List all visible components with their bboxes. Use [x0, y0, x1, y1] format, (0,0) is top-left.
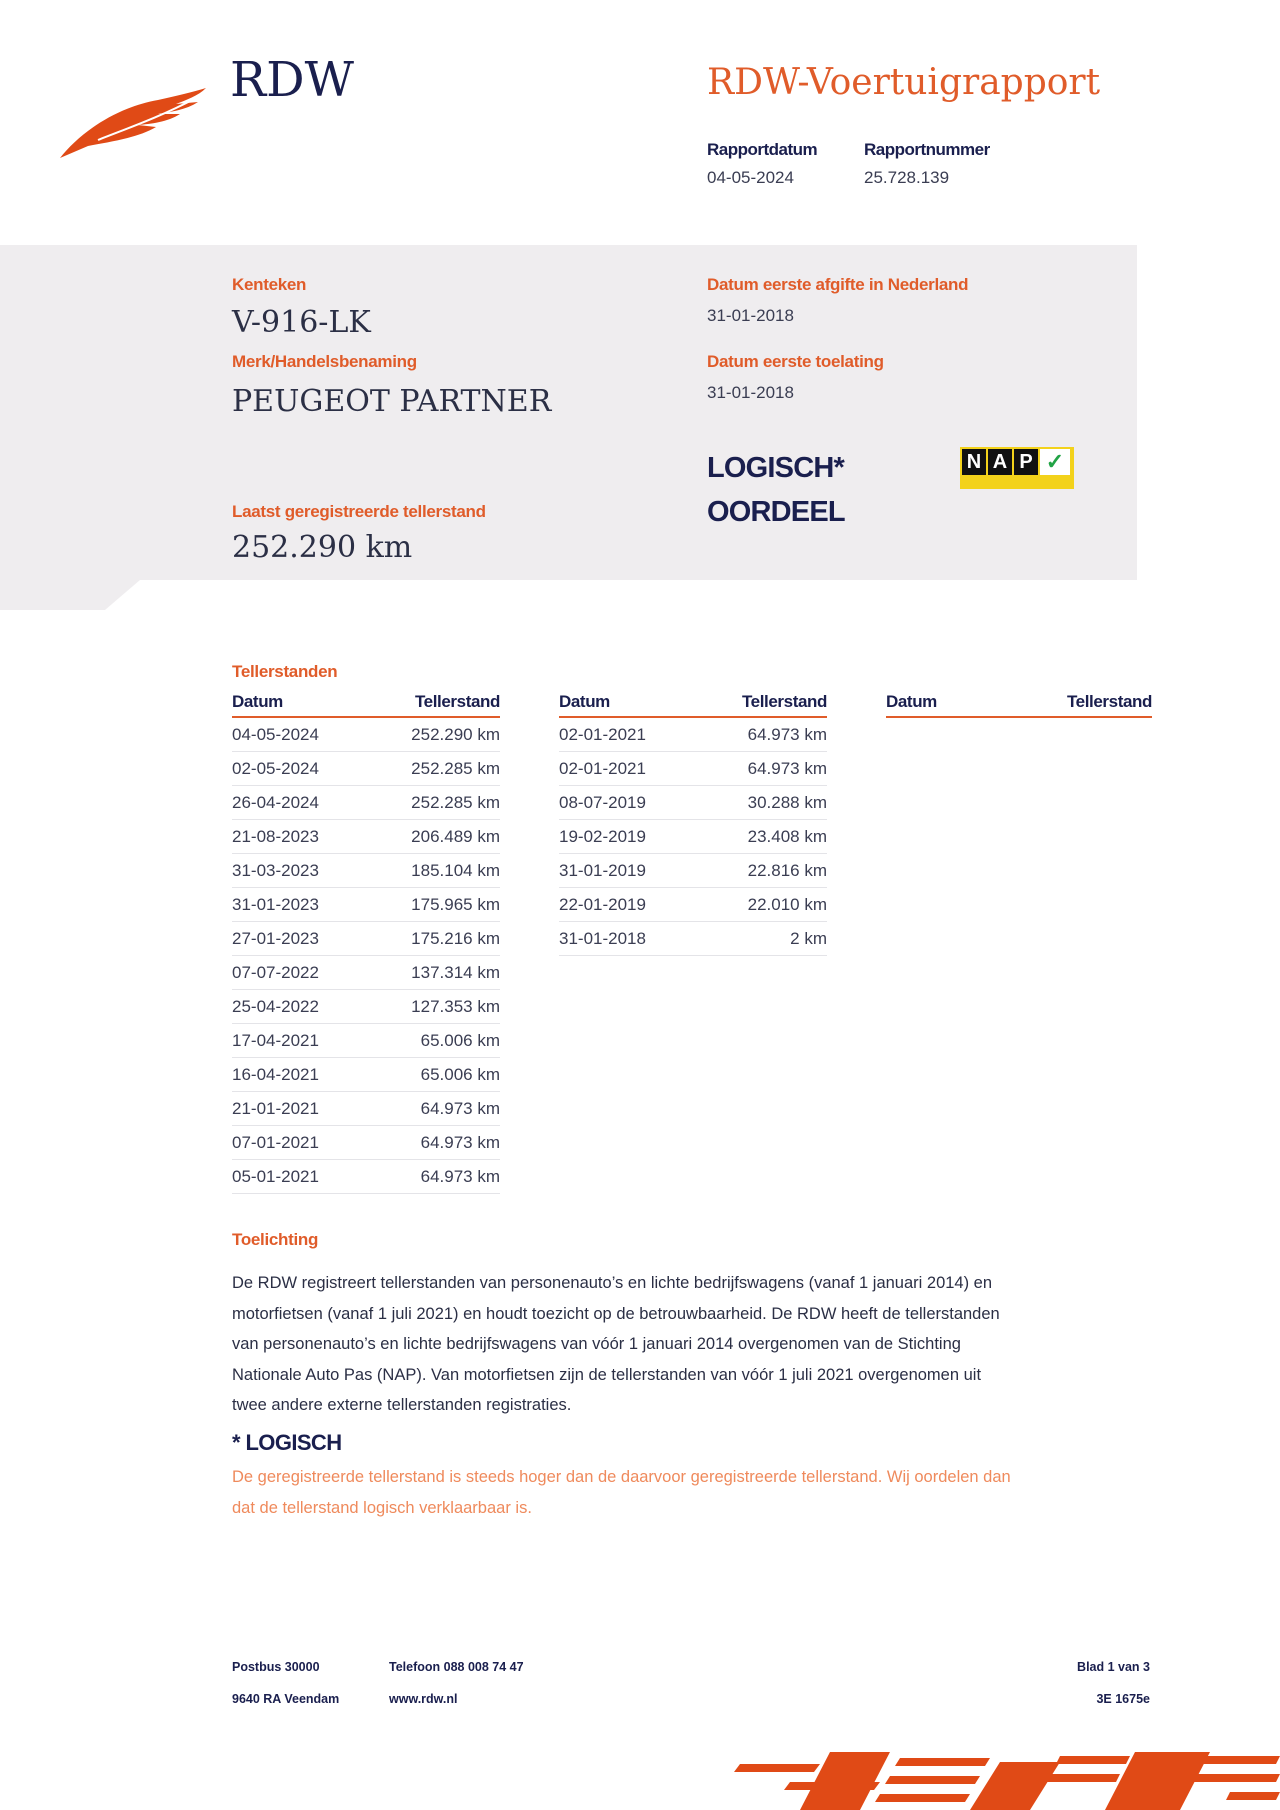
row-date: 21-08-2023 — [232, 820, 365, 854]
explanation-line: motorfietsen (vanaf 1 juli 2021) en houdt toezicht op de betrouwbaarheid. De RDW heeft de tellerstanden — [232, 1304, 1000, 1323]
odometer-section-title: Tellerstanden — [232, 662, 338, 681]
last-odometer-value: 252.290 km — [232, 530, 413, 565]
footer-web-link[interactable]: www.rdw.nl — [389, 1692, 458, 1706]
odometer-table-2 — [559, 692, 827, 956]
report-date-label: Rapportdatum — [707, 140, 818, 159]
vehicle-summary-panel — [0, 245, 1137, 580]
col-value-header: Tellerstand — [365, 692, 500, 717]
row-odometer-value: 2 km — [694, 922, 827, 956]
table-row — [232, 1092, 500, 1126]
first-issue-nl-label: Datum eerste afgifte in Nederland — [707, 275, 969, 294]
first-admission-label: Datum eerste toelating — [707, 352, 884, 371]
table-row — [232, 717, 500, 752]
first-admission-value: 31-01-2018 — [707, 383, 794, 402]
row-odometer-value: 175.216 km — [365, 922, 500, 956]
table-row — [559, 888, 827, 922]
explanation-line: De RDW registreert tellerstanden van personenauto’s en lichte bedrijfswagens (vanaf 1 januari 2014) en — [232, 1274, 993, 1292]
table-row — [559, 922, 827, 956]
table-row — [232, 956, 500, 990]
table-row — [232, 820, 500, 854]
brand-name: RDW — [230, 52, 354, 108]
verdict-line1: LOGISCH* — [707, 452, 844, 484]
footer-phone: Telefoon 088 008 74 47 — [389, 1660, 524, 1674]
table-row — [232, 752, 500, 786]
col-value-header: Tellerstand — [986, 692, 1152, 717]
row-date: 25-04-2022 — [232, 990, 365, 1024]
checkmark-icon: ✓ — [1040, 449, 1070, 475]
footer-city: 9640 RA Veendam — [232, 1692, 340, 1706]
logisch-text — [232, 1462, 1172, 1523]
row-odometer-value: 65.006 km — [365, 1058, 500, 1092]
row-date: 04-05-2024 — [232, 717, 365, 752]
table-row — [559, 717, 827, 752]
row-date: 02-05-2024 — [232, 752, 365, 786]
plate-value: V-916-LK — [232, 305, 371, 340]
stripes-decoration-icon — [730, 1752, 1280, 1810]
row-odometer-value: 206.489 km — [365, 820, 500, 854]
row-date: 05-01-2021 — [232, 1160, 365, 1194]
make-label: Merk/Handelsbenaming — [232, 352, 417, 371]
logisch-title: * LOGISCH — [232, 1430, 342, 1455]
row-date: 21-01-2021 — [232, 1092, 365, 1126]
col-date-header: Datum — [232, 692, 365, 717]
table-row — [232, 888, 500, 922]
logisch-line: De geregistreerde tellerstand is steeds hoger dan de daarvoor geregistreerde tellerstand. Wij oordelen dan — [232, 1468, 1011, 1486]
row-date: 31-01-2019 — [559, 854, 694, 888]
explanation-line: van personenauto’s en lichte bedrijfswagens van vóór 1 januari 2014 overgenomen van de Stichting — [232, 1335, 961, 1353]
table-row — [559, 854, 827, 888]
table-row — [232, 922, 500, 956]
row-odometer-value: 64.973 km — [365, 1160, 500, 1194]
row-odometer-value: 64.973 km — [365, 1126, 500, 1160]
explanation-line: Nationale Auto Pas (NAP). Van motorfietsen zijn de tellerstanden van vóór 1 juli 2021 overgenomen uit — [232, 1365, 982, 1384]
row-odometer-value: 252.290 km — [365, 717, 500, 752]
nap-badge — [960, 447, 1074, 489]
row-odometer-value: 64.973 km — [694, 717, 827, 752]
row-odometer-value: 64.973 km — [694, 752, 827, 786]
report-number-label: Rapportnummer — [864, 140, 990, 159]
row-date: 22-01-2019 — [559, 888, 694, 922]
plate-label: Kenteken — [232, 275, 307, 294]
row-date: 07-07-2022 — [232, 956, 365, 990]
row-odometer-value: 252.285 km — [365, 786, 500, 820]
rdw-logo-icon — [58, 80, 208, 160]
row-odometer-value: 127.353 km — [365, 990, 500, 1024]
report-number: 25.728.139 — [864, 168, 950, 187]
row-date: 17-04-2021 — [232, 1024, 365, 1058]
make-value: PEUGEOT PARTNER — [232, 384, 552, 419]
footer-page: Blad 1 van 3 — [1077, 1660, 1150, 1674]
table-row — [232, 786, 500, 820]
row-date: 07-01-2021 — [232, 1126, 365, 1160]
row-odometer-value: 23.408 km — [694, 820, 827, 854]
row-date: 16-04-2021 — [232, 1058, 365, 1092]
row-date: 08-07-2019 — [559, 786, 694, 820]
table-row — [232, 1126, 500, 1160]
logisch-line: dat de tellerstand logisch verklaarbaar is. — [232, 1498, 532, 1517]
row-date: 02-01-2021 — [559, 717, 694, 752]
table-row — [559, 820, 827, 854]
explanation-text — [232, 1268, 1172, 1421]
table-row — [232, 990, 500, 1024]
row-date: 26-04-2024 — [232, 786, 365, 820]
row-odometer-value: 137.314 km — [365, 956, 500, 990]
row-odometer-value: 22.816 km — [694, 854, 827, 888]
table-row — [232, 1160, 500, 1194]
col-date-header: Datum — [886, 692, 986, 717]
explanation-line: twee andere externe tellerstanden registraties. — [232, 1396, 572, 1414]
row-odometer-value: 175.965 km — [365, 888, 500, 922]
report-title: RDW-Voertuigrapport — [707, 62, 1101, 103]
table-row — [232, 854, 500, 888]
row-odometer-value: 252.285 km — [365, 752, 500, 786]
row-odometer-value: 65.006 km — [365, 1024, 500, 1058]
col-value-header: Tellerstand — [694, 692, 827, 717]
row-date: 19-02-2019 — [559, 820, 694, 854]
table-row — [232, 1024, 500, 1058]
nap-letter-a: A — [988, 449, 1012, 475]
nap-letter-n: N — [962, 449, 986, 475]
table-row — [559, 752, 827, 786]
report-date: 04-05-2024 — [707, 168, 794, 187]
row-odometer-value: 185.104 km — [365, 854, 500, 888]
row-date: 02-01-2021 — [559, 752, 694, 786]
row-date: 31-03-2023 — [232, 854, 365, 888]
odometer-table-1 — [232, 692, 500, 1194]
table-row — [559, 786, 827, 820]
explanation-title: Toelichting — [232, 1230, 319, 1249]
row-date: 31-01-2018 — [559, 922, 694, 956]
footer-postbus: Postbus 30000 — [232, 1660, 320, 1674]
nap-letter-p: P — [1014, 449, 1038, 475]
verdict-line2: OORDEEL — [707, 496, 845, 528]
row-odometer-value: 30.288 km — [694, 786, 827, 820]
table-row — [232, 1058, 500, 1092]
col-date-header: Datum — [559, 692, 694, 717]
row-date: 31-01-2023 — [232, 888, 365, 922]
row-odometer-value: 22.010 km — [694, 888, 827, 922]
panel-tab-decoration — [0, 580, 140, 610]
row-odometer-value: 64.973 km — [365, 1092, 500, 1126]
first-issue-nl-value: 31-01-2018 — [707, 306, 794, 325]
footer-code: 3E 1675e — [1096, 1692, 1150, 1706]
last-odometer-label: Laatst geregistreerde tellerstand — [232, 502, 486, 521]
row-date: 27-01-2023 — [232, 922, 365, 956]
odometer-table-3 — [886, 692, 1152, 718]
